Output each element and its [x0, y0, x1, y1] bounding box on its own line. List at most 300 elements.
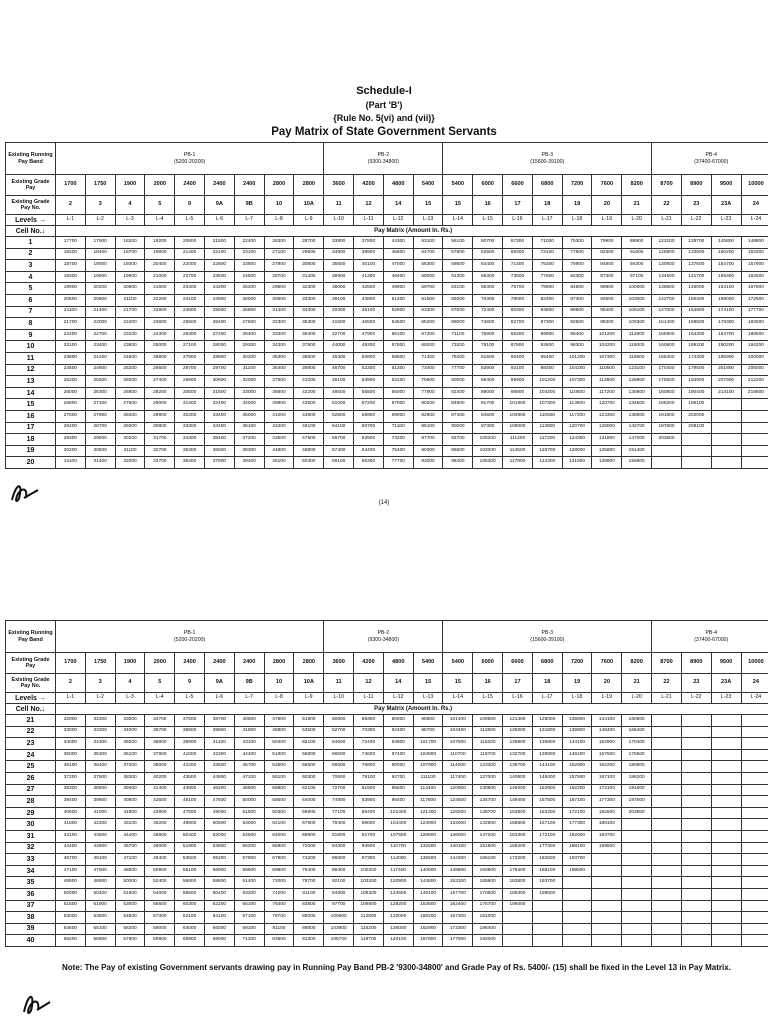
- pay-value: 124500: [443, 796, 473, 808]
- grade-pay-no-cell: 10A: [294, 674, 324, 693]
- pay-value: [681, 445, 711, 457]
- pay-band-range: (15600-39100): [530, 636, 565, 643]
- pay-value: 139900: [532, 749, 562, 761]
- pay-value: 62100: [294, 784, 324, 796]
- pay-value: 136000: [443, 830, 473, 842]
- pay-value: 142700: [652, 294, 682, 306]
- cell-number: 7: [6, 306, 56, 318]
- pay-value: 33800: [324, 237, 354, 249]
- pay-value: 119700: [473, 749, 503, 761]
- pay-value: [741, 726, 768, 738]
- table-row: [6, 819, 768, 831]
- pay-value: 100600: [324, 912, 354, 924]
- pay-value: [741, 784, 768, 796]
- pay-value: 24100: [85, 352, 115, 364]
- pay-value: 91700: [354, 830, 384, 842]
- pay-value: 138500: [652, 283, 682, 295]
- pay-value: 79100: [354, 772, 384, 784]
- pay-value: [711, 900, 741, 912]
- table-row: [6, 900, 768, 912]
- pay-value: 73100: [532, 248, 562, 260]
- pay-value: 67100: [234, 912, 264, 924]
- pay-value: 81100: [264, 923, 294, 935]
- pay-value: [711, 854, 741, 866]
- grade-pay-cell: 7600: [592, 175, 622, 196]
- pay-value: 33400: [204, 410, 234, 422]
- pay-value: 128600: [413, 830, 443, 842]
- pay-value: 62100: [264, 819, 294, 831]
- pay-value: 24500: [115, 352, 145, 364]
- pay-value: 35800: [324, 260, 354, 272]
- grade-pay-cell: 9500: [711, 175, 741, 196]
- cell-number: 3: [6, 260, 56, 272]
- pay-value: 45300: [324, 352, 354, 364]
- grade-pay-no-cell: 21: [622, 674, 652, 693]
- table-row: [6, 237, 768, 249]
- pay-value: 48500: [56, 877, 86, 889]
- pay-value: 145000: [503, 784, 533, 796]
- pay-value: 44300: [383, 237, 413, 249]
- pay-value: 92100: [324, 877, 354, 889]
- table-row: [6, 341, 768, 353]
- cell-number: 39: [6, 923, 56, 935]
- pay-value: 45600: [383, 248, 413, 260]
- pay-value: [622, 854, 652, 866]
- pay-band-header: [56, 621, 324, 653]
- table-row: [6, 445, 768, 457]
- pay-value: 50400: [294, 457, 324, 469]
- pay-value: 26000: [234, 294, 264, 306]
- footnote: Note: The Pay of existing Government servants drawing pay in Running Pay Band PB-2 '9300-34800' and Grade Pay of Rs. 5400/- (15) shall be fixed in the Level 13 in Pay Matrix.: [62, 963, 731, 972]
- pay-value: [741, 923, 768, 935]
- pay-matrix-table-1: [5, 142, 768, 469]
- pay-value: [681, 900, 711, 912]
- pay-value: 149400: [503, 796, 533, 808]
- pay-value: 136500: [413, 854, 443, 866]
- pay-value: 103000: [622, 294, 652, 306]
- pay-value: 32300: [264, 318, 294, 330]
- pay-value: 86400: [473, 376, 503, 388]
- pay-value: [652, 865, 682, 877]
- table-row: [6, 784, 768, 796]
- pay-value: 214100: [711, 387, 741, 399]
- pay-value: 100200: [354, 865, 384, 877]
- pay-matrix-caption: Pay Matrix (Amount In. Rs.): [56, 704, 768, 715]
- pay-value: 147000: [622, 434, 652, 446]
- pay-value: 119700: [354, 935, 384, 947]
- pay-value: [652, 726, 682, 738]
- pay-value: 89900: [562, 306, 592, 318]
- grade-pay-cell: 6600: [503, 653, 533, 674]
- grade-pay-cell: 1700: [56, 653, 86, 674]
- pay-value: [741, 410, 768, 422]
- table-row: [6, 294, 768, 306]
- pay-value: 29000: [145, 399, 175, 411]
- pay-value: 98400: [443, 457, 473, 469]
- pay-value: [741, 457, 768, 469]
- grade-pay-cell: 6800: [532, 653, 562, 674]
- pay-value: [681, 738, 711, 750]
- pay-value: 26600: [145, 364, 175, 376]
- table-row: [6, 376, 768, 388]
- pay-value: [711, 457, 741, 469]
- table-row: [6, 935, 768, 947]
- grade-pay-cell: 1700: [56, 175, 86, 196]
- cell-number: 12: [6, 364, 56, 376]
- pay-value: 83900: [473, 364, 503, 376]
- grade-pay-cell: 3600: [324, 653, 354, 674]
- pay-value: 48400: [383, 271, 413, 283]
- pay-value: 47500: [85, 865, 115, 877]
- pay-value: [681, 888, 711, 900]
- pay-value: 191800: [652, 410, 682, 422]
- pay-value: [711, 434, 741, 446]
- table-row: [6, 912, 768, 924]
- pay-value: 84800: [562, 283, 592, 295]
- pay-value: 53000: [234, 819, 264, 831]
- pay-value: 79900: [532, 283, 562, 295]
- pay-value: 64400: [354, 445, 384, 457]
- pay-value: 113800: [562, 399, 592, 411]
- pay-value: 183000: [741, 318, 768, 330]
- pay-value: 170400: [652, 364, 682, 376]
- pay-value: 21400: [85, 306, 115, 318]
- pay-value: 48900: [85, 877, 115, 889]
- pay-value: 97300: [473, 422, 503, 434]
- pay-value: 28400: [56, 422, 86, 434]
- pay-value: 189300: [503, 888, 533, 900]
- cell-number: 37: [6, 900, 56, 912]
- pay-value: 151600: [473, 842, 503, 854]
- pay-value: 134500: [652, 271, 682, 283]
- pay-value: 38300: [56, 784, 86, 796]
- pay-value: 33300: [264, 329, 294, 341]
- pay-value: 30800: [145, 422, 175, 434]
- level-cell: L-16: [503, 693, 533, 704]
- pay-value: 58500: [175, 888, 205, 900]
- grade-pay-no-cell: 18: [532, 196, 562, 215]
- pay-value: [503, 923, 533, 935]
- pay-value: 110700: [383, 842, 413, 854]
- pay-value: 69900: [264, 865, 294, 877]
- pay-value: 33300: [294, 294, 324, 306]
- pay-value: [652, 842, 682, 854]
- pay-value: 91300: [294, 935, 324, 947]
- table-row: [6, 306, 768, 318]
- pay-band-name: PB-1: [183, 151, 196, 158]
- cell-no-label: Cell No.↓: [6, 226, 56, 237]
- grade-pay-cell: 2400: [175, 653, 205, 674]
- pay-value: 117800: [413, 796, 443, 808]
- pay-value: 41000: [175, 749, 205, 761]
- pay-value: 37200: [234, 434, 264, 446]
- pay-value: 28400: [115, 410, 145, 422]
- pay-value: [622, 842, 652, 854]
- pay-value: 81500: [354, 784, 384, 796]
- table-row: [6, 283, 768, 295]
- grade-pay-no-cell: 23: [681, 674, 711, 693]
- pay-value: 53500: [264, 761, 294, 773]
- pay-value: 79900: [562, 260, 592, 272]
- cell-number: 19: [6, 445, 56, 457]
- pay-value: [652, 772, 682, 784]
- pay-value: 173200: [503, 854, 533, 866]
- grade-pay-no-cell: 5: [145, 196, 175, 215]
- pay-value: 140800: [503, 772, 533, 784]
- pay-value: 82700: [503, 318, 533, 330]
- pay-value: 71000: [532, 237, 562, 249]
- grade-pay-no-cell: 19: [562, 674, 592, 693]
- levels-label: Levels →: [6, 693, 56, 704]
- pay-value: 43800: [354, 294, 384, 306]
- pay-value: 140100: [443, 842, 473, 854]
- pay-value: 188100: [592, 819, 622, 831]
- pay-value: 159300: [711, 271, 741, 283]
- pay-value: 101800: [503, 399, 533, 411]
- cell-number: 36: [6, 888, 56, 900]
- level-cell: L-5: [175, 215, 205, 226]
- pay-value: 64100: [204, 912, 234, 924]
- pay-value: 76800: [473, 329, 503, 341]
- existing-pay-band-label: Existing Running Pay Band: [6, 143, 56, 175]
- pay-value: 37800: [354, 237, 384, 249]
- pay-value: 56800: [175, 877, 205, 889]
- level-cell: L-1: [56, 215, 86, 226]
- pay-value: 175700: [473, 900, 503, 912]
- pay-value: [741, 738, 768, 750]
- pay-value: 48500: [234, 784, 264, 796]
- pay-value: 29600: [264, 283, 294, 295]
- pay-value: 19800: [145, 248, 175, 260]
- pay-value: 49900: [383, 283, 413, 295]
- pay-value: 148600: [443, 865, 473, 877]
- pay-value: 60800: [145, 935, 175, 947]
- table-row: [6, 329, 768, 341]
- grade-pay-no-cell: 9B: [234, 674, 264, 693]
- pay-value: 42500: [354, 283, 384, 295]
- pay-value: [652, 784, 682, 796]
- pay-value: 51900: [264, 749, 294, 761]
- pay-value: 36800: [145, 738, 175, 750]
- pay-value: [652, 830, 682, 842]
- level-cell: L-18: [562, 215, 592, 226]
- pay-value: 107300: [562, 376, 592, 388]
- pay-value: 62700: [324, 726, 354, 738]
- pay-value: 84900: [443, 399, 473, 411]
- cell-number: 24: [6, 749, 56, 761]
- pay-value: 82300: [562, 271, 592, 283]
- pay-value: [741, 796, 768, 808]
- grade-pay-no-cell: 15: [443, 196, 473, 215]
- pay-value: 110700: [443, 749, 473, 761]
- pay-value: [681, 772, 711, 784]
- pay-value: 71100: [443, 329, 473, 341]
- level-cell: L-14: [443, 693, 473, 704]
- pay-value: 26800: [56, 399, 86, 411]
- grade-pay-no-cell: 17: [503, 196, 533, 215]
- pay-value: 93100: [503, 364, 533, 376]
- pay-value: 39800: [294, 364, 324, 376]
- pay-value: 170600: [473, 888, 503, 900]
- level-cell: L-9: [294, 215, 324, 226]
- pay-value: 36400: [294, 329, 324, 341]
- pay-value: 79900: [592, 237, 622, 249]
- pay-value: 19300: [56, 271, 86, 283]
- pay-value: 21000: [145, 271, 175, 283]
- pay-value: 46500: [354, 318, 384, 330]
- pay-value: 41000: [85, 807, 115, 819]
- pay-matrix-table-2: [5, 620, 768, 947]
- pay-value: 112800: [473, 726, 503, 738]
- pay-value: 39800: [175, 738, 205, 750]
- pay-value: 26300: [175, 329, 205, 341]
- grade-pay-cell: 6600: [503, 175, 533, 196]
- pay-value: 40600: [115, 796, 145, 808]
- level-cell: L-5: [175, 693, 205, 704]
- pay-value: 87300: [532, 318, 562, 330]
- pay-band-range: (9300-34800): [367, 636, 399, 643]
- pay-value: 73200: [443, 341, 473, 353]
- pay-value: 45700: [234, 761, 264, 773]
- pay-value: 68000: [204, 935, 234, 947]
- pay-value: 60700: [354, 422, 384, 434]
- pay-value: 71100: [383, 422, 413, 434]
- grade-pay-cell: 2400: [234, 653, 264, 674]
- pay-value: 131800: [562, 457, 592, 469]
- pay-value: 18400: [85, 248, 115, 260]
- pay-value: [532, 923, 562, 935]
- pay-value: 30500: [175, 387, 205, 399]
- pay-value: 203500: [652, 434, 682, 446]
- pay-value: 29900: [145, 410, 175, 422]
- pay-value: 165600: [473, 877, 503, 889]
- pay-value: 94500: [354, 842, 384, 854]
- pay-value: 66300: [473, 271, 503, 283]
- pay-value: 65000: [383, 387, 413, 399]
- pay-value: 94500: [473, 410, 503, 422]
- pay-value: 120900: [383, 877, 413, 889]
- pay-value: 188100: [562, 842, 592, 854]
- pay-value: 117900: [503, 457, 533, 469]
- pay-value: 139900: [592, 457, 622, 469]
- pay-value: 101200: [532, 376, 562, 388]
- pay-value: 38300: [115, 772, 145, 784]
- pay-value: 32000: [115, 457, 145, 469]
- pay-value: 18200: [115, 237, 145, 249]
- grade-pay-cell: 7600: [592, 653, 622, 674]
- grade-pay-cell: 1750: [85, 175, 115, 196]
- pay-value: 81500: [473, 352, 503, 364]
- pay-value: 43100: [115, 819, 145, 831]
- grade-pay-no-cell: 17: [503, 674, 533, 693]
- pay-value: 20800: [175, 237, 205, 249]
- pay-value: 55200: [204, 854, 234, 866]
- level-cell: L-10: [324, 693, 354, 704]
- pay-band-header: [443, 621, 652, 653]
- pay-value: 44000: [324, 341, 354, 353]
- pay-value: 21600: [145, 283, 175, 295]
- pay-value: 27900: [85, 410, 115, 422]
- pay-value: 50000: [115, 877, 145, 889]
- grade-pay-no-cell: 15: [413, 674, 443, 693]
- pay-value: 71200: [234, 935, 264, 947]
- pay-value: 31400: [264, 306, 294, 318]
- pay-value: 48900: [264, 726, 294, 738]
- pay-value: [681, 807, 711, 819]
- pay-value: 32300: [85, 715, 115, 727]
- pay-value: 54500: [383, 318, 413, 330]
- pay-value: 36400: [85, 761, 115, 773]
- pay-value: 33000: [115, 715, 145, 727]
- pay-value: 21700: [56, 318, 86, 330]
- pay-value: 71300: [413, 352, 443, 364]
- pay-value: 107300: [592, 352, 622, 364]
- pay-value: 49000: [204, 807, 234, 819]
- pay-value: 45200: [145, 819, 175, 831]
- pay-value: 27600: [56, 410, 86, 422]
- pay-value: 92600: [562, 318, 592, 330]
- pay-value: 38000: [324, 283, 354, 295]
- pay-value: 121300: [413, 807, 443, 819]
- pay-band-header: [652, 143, 768, 175]
- pay-value: 151400: [652, 318, 682, 330]
- level-cell: L-12: [383, 693, 413, 704]
- pay-value: 56100: [383, 329, 413, 341]
- pay-value: 140600: [413, 865, 443, 877]
- pay-value: 37600: [204, 457, 234, 469]
- pay-value: 28000: [204, 341, 234, 353]
- pay-value: 37500: [85, 772, 115, 784]
- pay-value: 38600: [294, 352, 324, 364]
- pay-value: 65900: [294, 807, 324, 819]
- pay-value: 22100: [204, 248, 234, 260]
- cell-number: 5: [6, 283, 56, 295]
- pay-value: [741, 819, 768, 831]
- pay-value: [652, 854, 682, 866]
- pay-value: 36900: [324, 271, 354, 283]
- pay-value: [711, 726, 741, 738]
- pay-value: 78700: [294, 877, 324, 889]
- pay-value: [711, 923, 741, 935]
- pay-value: 38300: [234, 445, 264, 457]
- pay-value: 87700: [413, 434, 443, 446]
- pay-value: 55500: [354, 387, 384, 399]
- pay-value: [711, 761, 741, 773]
- pay-value: 111200: [503, 434, 533, 446]
- grade-pay-cell: 6000: [473, 653, 503, 674]
- pay-value: 30500: [294, 260, 324, 272]
- pay-value: [622, 888, 652, 900]
- level-cell: L-24: [741, 693, 768, 704]
- pay-value: [592, 912, 622, 924]
- pay-value: 43500: [175, 772, 205, 784]
- pay-value: 180800: [622, 761, 652, 773]
- pay-value: 120700: [532, 445, 562, 457]
- pay-value: 124900: [413, 819, 443, 831]
- pay-value: 97700: [324, 900, 354, 912]
- pay-value: 117200: [532, 434, 562, 446]
- pay-value: 55600: [145, 900, 175, 912]
- pay-value: 154900: [681, 306, 711, 318]
- pay-value: 28700: [264, 271, 294, 283]
- pay-value: 104200: [562, 364, 592, 376]
- pay-value: 48900: [175, 819, 205, 831]
- pay-value: 90300: [413, 445, 443, 457]
- grade-pay-no-cell: 9A: [204, 674, 234, 693]
- pay-value: 188100: [532, 865, 562, 877]
- grade-pay-no-cell: 22: [652, 196, 682, 215]
- pay-value: 45700: [56, 854, 86, 866]
